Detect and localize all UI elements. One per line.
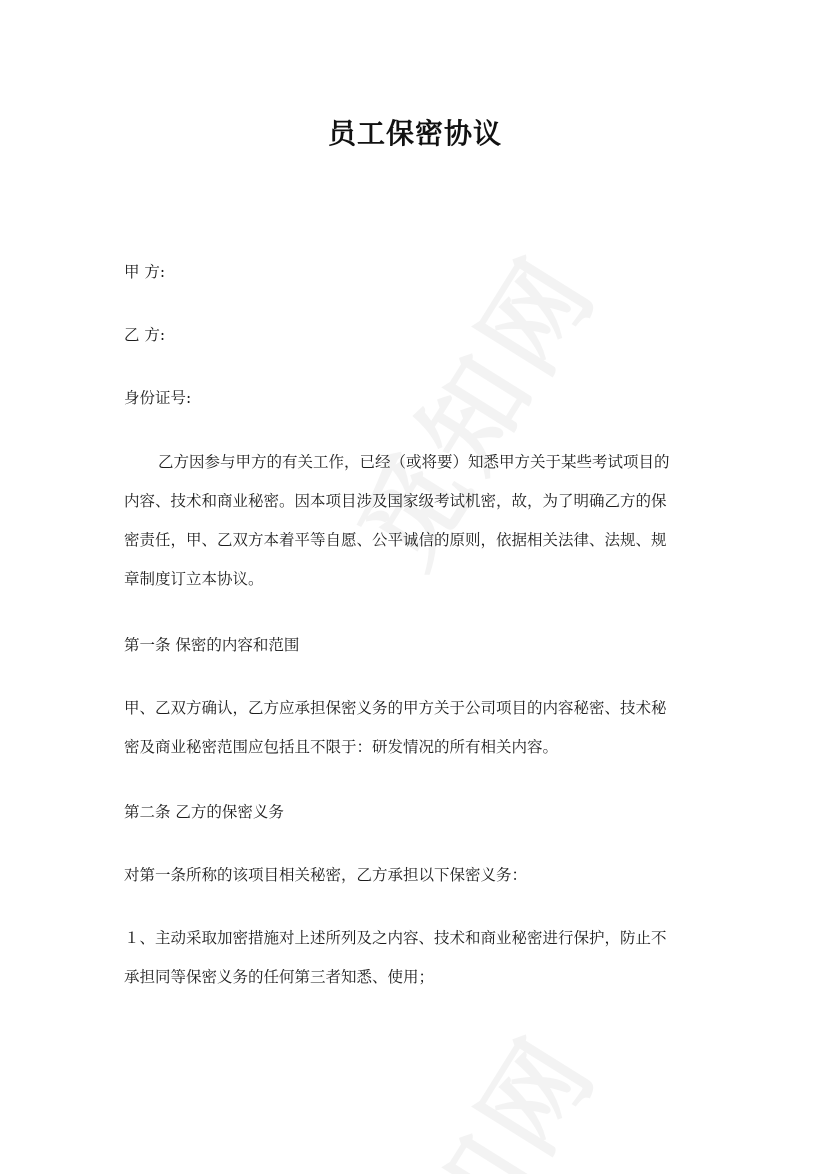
- intro-line: 章制度订立本协议。: [124, 570, 264, 588]
- party-a-field: 甲 方:: [124, 263, 166, 281]
- party-b-field: 乙 方:: [124, 326, 166, 344]
- item-1-line: １、主动采取加密措施对上述所列及之内容、技术和商业秘密进行保护，防止不: [124, 929, 667, 947]
- article-1-line: 甲、乙双方确认，乙方应承担保密义务的甲方关于公司项目的内容秘密、技术秘: [124, 699, 667, 717]
- id-number-field: 身份证号:: [124, 389, 192, 407]
- intro-line: 乙方因参与甲方的有关工作，已经（或将要）知悉甲方关于某些考试项目的: [158, 453, 670, 471]
- article-2-intro: 对第一条所称的该项目相关秘密，乙方承担以下保密义务：: [124, 866, 528, 884]
- article-1-heading: 第一条 保密的内容和范围: [124, 636, 300, 654]
- article-1-line: 密及商业秘密范围应包括且不限于：研发情况的所有相关内容。: [124, 738, 559, 756]
- watermark: [317, 1000, 625, 1174]
- article-2-heading: 第二条 乙方的保密义务: [124, 803, 284, 821]
- intro-line: 内容、技术和商业秘密。因本项目涉及国家级考试机密，故，为了明确乙方的保: [124, 492, 667, 510]
- document-title: 员工保密协议: [327, 117, 502, 150]
- item-1-line: 承担同等保密义务的任何第三者知悉、使用；: [124, 968, 435, 986]
- intro-line: 密责任，甲、乙双方本着平等自愿、公平诚信的原则，依据相关法律、法规、规: [124, 531, 667, 549]
